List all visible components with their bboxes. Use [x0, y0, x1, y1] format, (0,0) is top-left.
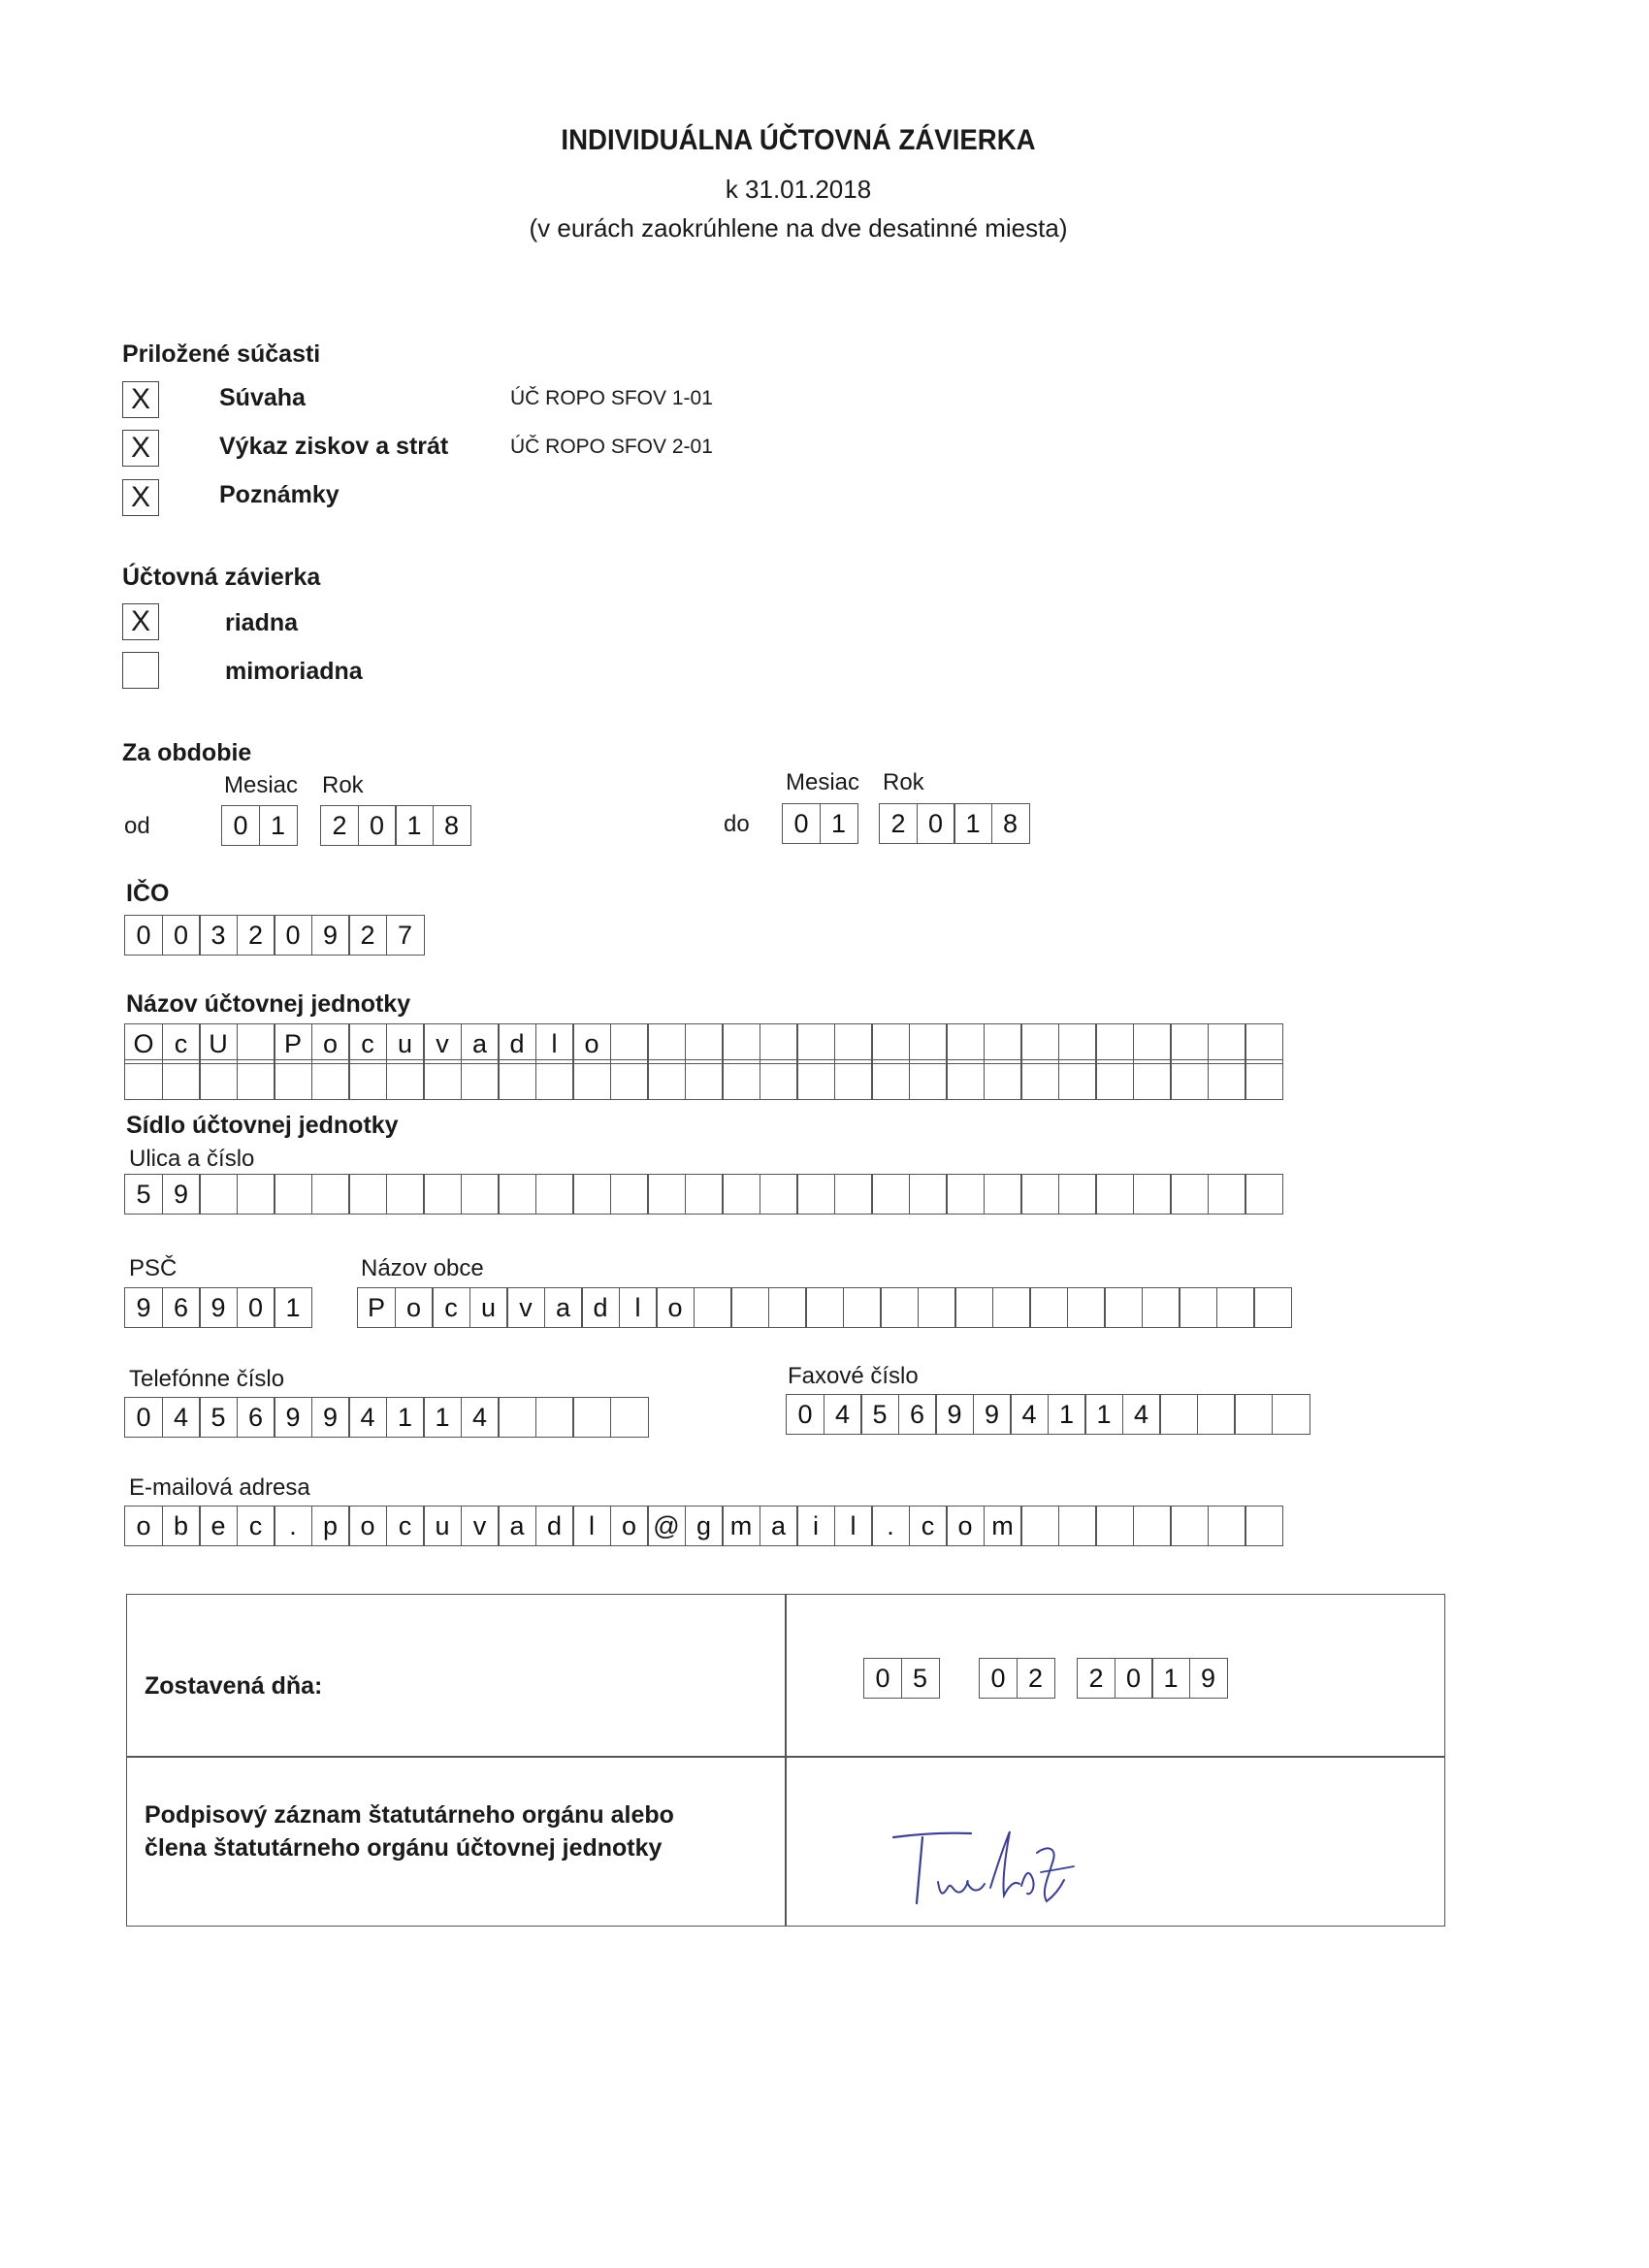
email-field-char: u	[423, 1506, 462, 1546]
entity-name-field-line1-char	[1095, 1023, 1134, 1064]
street-field-char	[274, 1174, 312, 1215]
table-divider-horizontal	[127, 1756, 1444, 1758]
ico-field-char: 0	[124, 915, 163, 956]
entity-name-field-line2-char	[572, 1059, 611, 1100]
entity-name-field-line2-char	[871, 1059, 910, 1100]
entity-name-field-line2-char	[1208, 1059, 1246, 1100]
phone-label: Telefónne číslo	[129, 1366, 285, 1392]
street-field-char	[1058, 1174, 1097, 1215]
period-from-year-field-char: 2	[320, 805, 359, 846]
ico-field-char: 0	[274, 915, 312, 956]
entity-name-label: Názov účtovnej jednotky	[126, 990, 411, 1018]
psc-field-char: 6	[162, 1287, 201, 1328]
psc-field[interactable]	[124, 1287, 312, 1328]
phone-field-char: 9	[311, 1397, 350, 1438]
entity-name-field-line1-char	[871, 1023, 910, 1064]
email-field-char: a	[760, 1506, 798, 1546]
fax-field-char: 1	[1084, 1394, 1123, 1435]
fax-field-char: 0	[786, 1394, 824, 1435]
psc-field-char: 9	[199, 1287, 238, 1328]
fax-field-char: 4	[1122, 1394, 1161, 1435]
city-field-char	[768, 1287, 807, 1328]
city-field-char: o	[656, 1287, 695, 1328]
attachment-label-income-statement: Výkaz ziskov a strát	[219, 433, 449, 460]
street-field-char	[1208, 1174, 1246, 1215]
entity-name-field-line2-char	[1095, 1059, 1134, 1100]
city-field-char: u	[469, 1287, 508, 1328]
entity-name-field-line1-char	[796, 1023, 835, 1064]
phone-field-char	[498, 1397, 536, 1438]
period-to-year-field-char: 0	[917, 803, 955, 844]
to-month-label: Mesiac	[786, 769, 860, 795]
city-field-char	[1216, 1287, 1255, 1328]
period-from-month-field-char: 0	[221, 805, 260, 846]
email-field-char: l	[572, 1506, 611, 1546]
entity-name-field-line1-char: U	[199, 1023, 238, 1064]
street-field-char	[1133, 1174, 1172, 1215]
ico-field-char: 9	[311, 915, 350, 956]
compiled-year-field-char: 0	[1115, 1658, 1153, 1699]
statement-type-checkbox-regular[interactable]: X	[122, 603, 159, 640]
street-field-char: 9	[162, 1174, 201, 1215]
entity-name-field-line2-char	[348, 1059, 387, 1100]
entity-name-field-line2-char	[461, 1059, 500, 1100]
entity-name-field-line1[interactable]	[124, 1023, 1283, 1064]
to-year-label: Rok	[883, 769, 924, 795]
city-field-char: l	[619, 1287, 658, 1328]
attachment-label-notes: Poznámky	[219, 481, 340, 508]
street-field-char	[984, 1174, 1022, 1215]
email-field-char	[1133, 1506, 1172, 1546]
phone-field[interactable]	[124, 1397, 649, 1438]
entity-name-field-line2-char	[1170, 1059, 1209, 1100]
fax-field-char: 9	[935, 1394, 974, 1435]
attachment-code-income-statement: ÚČ ROPO SFOV 2-01	[510, 436, 713, 458]
entity-name-field-line2-char	[796, 1059, 835, 1100]
email-field-char: m	[984, 1506, 1022, 1546]
period-to-year-field-char: 1	[954, 803, 992, 844]
statement-type-heading: Účtovná závierka	[122, 564, 321, 591]
city-label: Názov obce	[361, 1255, 484, 1281]
phone-field-char: 4	[162, 1397, 201, 1438]
fax-field-char: 4	[824, 1394, 862, 1435]
fax-field-char: 4	[1010, 1394, 1049, 1435]
fax-field-char: 1	[1048, 1394, 1086, 1435]
entity-name-field-line1-char: l	[535, 1023, 574, 1064]
signature-table	[126, 1594, 1445, 1927]
street-field-char	[722, 1174, 760, 1215]
compiled-day-field[interactable]	[863, 1658, 940, 1699]
entity-name-field-line2-char	[834, 1059, 873, 1100]
entity-name-field-line2-char	[1058, 1059, 1097, 1100]
email-field-char: o	[348, 1506, 387, 1546]
email-field-char: b	[162, 1506, 201, 1546]
email-field-char: v	[461, 1506, 500, 1546]
entity-name-field-line2-char	[498, 1059, 536, 1100]
ico-field-char: 7	[386, 915, 425, 956]
compiled-month-field-char: 2	[1017, 1658, 1055, 1699]
phone-field-char	[535, 1397, 574, 1438]
street-field-char	[796, 1174, 835, 1215]
fax-field-char	[1197, 1394, 1236, 1435]
entity-name-field-line1-char	[237, 1023, 275, 1064]
email-field-char: c	[909, 1506, 948, 1546]
email-field-char	[1170, 1506, 1209, 1546]
email-field[interactable]	[124, 1506, 1283, 1546]
entity-name-field-line1-char	[1020, 1023, 1059, 1064]
phone-field-char: 1	[423, 1397, 462, 1438]
phone-field-char	[610, 1397, 649, 1438]
entity-name-field-line2-char	[1133, 1059, 1172, 1100]
ico-field-char: 3	[199, 915, 238, 956]
phone-field-char: 4	[348, 1397, 387, 1438]
entity-name-field-line2-char	[311, 1059, 350, 1100]
street-field-char	[199, 1174, 238, 1215]
rounding-note: (v eurách zaokrúhlene na dve desatinné miesta)	[529, 213, 1068, 243]
city-field-char	[918, 1287, 956, 1328]
street-field-char	[237, 1174, 275, 1215]
phone-field-char: 0	[124, 1397, 163, 1438]
email-field-char: e	[199, 1506, 238, 1546]
street-field-char	[834, 1174, 873, 1215]
period-from-year-field-char: 0	[358, 805, 397, 846]
period-to-label: do	[724, 811, 750, 837]
period-to-month-field[interactable]	[782, 803, 858, 844]
ico-field[interactable]	[124, 915, 425, 956]
city-field-char	[1142, 1287, 1180, 1328]
entity-name-field-line1-char: u	[386, 1023, 425, 1064]
phone-field-char: 5	[199, 1397, 238, 1438]
city-field-char: P	[357, 1287, 396, 1328]
street-field-char	[1170, 1174, 1209, 1215]
ico-field-char: 2	[237, 915, 275, 956]
street-field-char	[946, 1174, 985, 1215]
handwritten-signature	[878, 1824, 1111, 1930]
statement-type-label-regular: riadna	[225, 609, 299, 636]
street-field-char	[685, 1174, 724, 1215]
fax-field-char: 6	[898, 1394, 937, 1435]
city-field-char	[880, 1287, 919, 1328]
period-from-month-field-char: 1	[259, 805, 298, 846]
street-field-char	[1245, 1174, 1283, 1215]
entity-name-field-line1-char: a	[461, 1023, 500, 1064]
fax-field-char	[1234, 1394, 1273, 1435]
document-title: INDIVIDUÁLNA ÚČTOVNÁ ZÁVIERKA	[561, 124, 1036, 156]
entity-name-field-line1-char	[984, 1023, 1022, 1064]
entity-name-field-line2-char	[685, 1059, 724, 1100]
fax-field-char: 5	[860, 1394, 899, 1435]
compiled-day-field-char: 0	[863, 1658, 902, 1699]
fax-label: Faxové číslo	[788, 1363, 919, 1389]
entity-name-field-line1-char	[946, 1023, 985, 1064]
entity-name-field-line1-char	[610, 1023, 649, 1064]
entity-name-field-line1-char	[685, 1023, 724, 1064]
street-field-char	[386, 1174, 425, 1215]
compiled-year-field-char: 9	[1189, 1658, 1228, 1699]
fax-field-char: 9	[973, 1394, 1012, 1435]
email-field-char	[1095, 1506, 1134, 1546]
email-field-char: i	[796, 1506, 835, 1546]
entity-name-field-line2-char	[984, 1059, 1022, 1100]
email-field-char: l	[834, 1506, 873, 1546]
period-from-month-field[interactable]	[221, 805, 298, 846]
psc-field-char: 1	[274, 1287, 312, 1328]
street-field-char	[423, 1174, 462, 1215]
compiled-year-field-char: 1	[1151, 1658, 1190, 1699]
statement-type-checkbox-extraordinary[interactable]	[122, 652, 159, 689]
email-field-char	[1020, 1506, 1059, 1546]
entity-name-field-line1-char: c	[348, 1023, 387, 1064]
phone-field-char: 4	[461, 1397, 500, 1438]
street-field-char	[1020, 1174, 1059, 1215]
email-field-char: @	[647, 1506, 686, 1546]
city-field-char	[805, 1287, 844, 1328]
period-to-month-field-char: 1	[820, 803, 858, 844]
city-field-char	[1179, 1287, 1217, 1328]
ico-label: IČO	[126, 880, 170, 907]
city-field-char: a	[544, 1287, 583, 1328]
entity-name-field-line1-char: O	[124, 1023, 163, 1064]
email-field-char: o	[610, 1506, 649, 1546]
city-field-char	[992, 1287, 1031, 1328]
email-field-char	[1245, 1506, 1283, 1546]
address-heading: Sídlo účtovnej jednotky	[126, 1112, 399, 1139]
entity-name-field-line2-char	[199, 1059, 238, 1100]
attachment-checkbox-balance-sheet[interactable]: X	[122, 381, 159, 418]
entity-name-field-line1-char: c	[162, 1023, 201, 1064]
psc-field-char: 9	[124, 1287, 163, 1328]
compiled-date-label: Zostavená dňa:	[145, 1672, 323, 1700]
email-field-char: m	[722, 1506, 760, 1546]
ico-field-char: 2	[348, 915, 387, 956]
fax-field[interactable]	[786, 1394, 1310, 1435]
statement-type-label-extraordinary: mimoriadna	[225, 658, 363, 685]
entity-name-field-line1-char	[834, 1023, 873, 1064]
entity-name-field-line1-char: o	[311, 1023, 350, 1064]
from-month-label: Mesiac	[224, 772, 299, 798]
compiled-month-field-char: 0	[979, 1658, 1018, 1699]
entity-name-field-line1-char	[1245, 1023, 1283, 1064]
entity-name-field-line1-char	[1058, 1023, 1097, 1064]
street-field-char	[871, 1174, 910, 1215]
email-field-char: a	[498, 1506, 536, 1546]
entity-name-field-line1-char	[1208, 1023, 1246, 1064]
entity-name-field-line1-char	[1133, 1023, 1172, 1064]
entity-name-field-line2-char	[610, 1059, 649, 1100]
city-field-char	[1104, 1287, 1143, 1328]
email-field-char: c	[237, 1506, 275, 1546]
phone-field-char: 9	[274, 1397, 312, 1438]
period-from-year-field[interactable]	[320, 805, 471, 846]
entity-name-field-line2-char	[237, 1059, 275, 1100]
statement-date: k 31.01.2018	[725, 175, 872, 204]
psc-label: PSČ	[129, 1255, 178, 1281]
city-field-char	[843, 1287, 882, 1328]
city-field-char: o	[395, 1287, 434, 1328]
email-field-char	[1208, 1506, 1246, 1546]
attachment-checkbox-notes[interactable]: X	[122, 479, 159, 516]
street-field-char	[535, 1174, 574, 1215]
street-field-char	[610, 1174, 649, 1215]
ico-field-char: 0	[162, 915, 201, 956]
attachment-code-balance-sheet: ÚČ ROPO SFOV 1-01	[510, 387, 713, 409]
street-field-char	[348, 1174, 387, 1215]
street-field[interactable]	[124, 1174, 1283, 1215]
entity-name-field-line1-char	[760, 1023, 798, 1064]
street-field-char	[1095, 1174, 1134, 1215]
city-field-char: c	[432, 1287, 470, 1328]
entity-name-field-line2-char	[946, 1059, 985, 1100]
fax-field-char	[1159, 1394, 1198, 1435]
entity-name-field-line2-char	[124, 1059, 163, 1100]
email-field-char: o	[946, 1506, 985, 1546]
entity-name-field-line2-char	[386, 1059, 425, 1100]
email-field-char: g	[685, 1506, 724, 1546]
period-to-year-field[interactable]	[879, 803, 1030, 844]
entity-name-field-line1-char: P	[274, 1023, 312, 1064]
compiled-year-field[interactable]	[1077, 1658, 1228, 1699]
street-label: Ulica a číslo	[129, 1146, 255, 1172]
email-field-char: .	[274, 1506, 312, 1546]
attachments-heading: Priložené súčasti	[122, 340, 321, 368]
period-to-year-field-char: 8	[991, 803, 1030, 844]
entity-name-field-line1-char	[722, 1023, 760, 1064]
period-heading: Za obdobie	[122, 739, 252, 766]
email-field-char: .	[871, 1506, 910, 1546]
city-field-char	[730, 1287, 769, 1328]
email-field-char	[1058, 1506, 1097, 1546]
period-from-year-field-char: 1	[395, 805, 434, 846]
city-field-char	[1067, 1287, 1106, 1328]
city-field[interactable]	[357, 1287, 1292, 1328]
street-field-char: 5	[124, 1174, 163, 1215]
period-from-year-field-char: 8	[433, 805, 471, 846]
entity-name-field-line2[interactable]	[124, 1059, 1283, 1100]
compiled-month-field[interactable]	[979, 1658, 1055, 1699]
psc-field-char: 0	[237, 1287, 275, 1328]
phone-field-char	[572, 1397, 611, 1438]
email-field-char: o	[124, 1506, 163, 1546]
street-field-char	[909, 1174, 948, 1215]
attachment-label-balance-sheet: Súvaha	[219, 384, 306, 411]
entity-name-field-line2-char	[535, 1059, 574, 1100]
entity-name-field-line2-char	[1020, 1059, 1059, 1100]
email-field-char: d	[535, 1506, 574, 1546]
entity-name-field-line1-char: v	[423, 1023, 462, 1064]
signature-label-line1: Podpisový záznam štatutárneho orgánu alebo	[145, 1801, 674, 1829]
entity-name-field-line1-char	[647, 1023, 686, 1064]
street-field-char	[760, 1174, 798, 1215]
street-field-char	[498, 1174, 536, 1215]
period-from-label: od	[124, 813, 150, 839]
email-label: E-mailová adresa	[129, 1474, 310, 1501]
period-to-month-field-char: 0	[782, 803, 821, 844]
compiled-year-field-char: 2	[1077, 1658, 1116, 1699]
city-field-char	[954, 1287, 993, 1328]
street-field-char	[572, 1174, 611, 1215]
city-field-char: d	[581, 1287, 620, 1328]
street-field-char	[461, 1174, 500, 1215]
signature-label-line2: člena štatutárneho orgánu účtovnej jednotky	[145, 1834, 663, 1862]
entity-name-field-line1-char	[909, 1023, 948, 1064]
entity-name-field-line2-char	[760, 1059, 798, 1100]
phone-field-char: 1	[386, 1397, 425, 1438]
phone-field-char: 6	[237, 1397, 275, 1438]
entity-name-field-line2-char	[1245, 1059, 1283, 1100]
entity-name-field-line2-char	[162, 1059, 201, 1100]
street-field-char	[311, 1174, 350, 1215]
entity-name-field-line1-char: d	[498, 1023, 536, 1064]
from-year-label: Rok	[322, 772, 364, 798]
table-divider-vertical	[785, 1595, 787, 1926]
period-to-year-field-char: 2	[879, 803, 918, 844]
street-field-char	[647, 1174, 686, 1215]
email-field-char: p	[311, 1506, 350, 1546]
entity-name-field-line2-char	[722, 1059, 760, 1100]
entity-name-field-line2-char	[647, 1059, 686, 1100]
entity-name-field-line2-char	[274, 1059, 312, 1100]
attachment-checkbox-income-statement[interactable]: X	[122, 430, 159, 467]
city-field-char	[1253, 1287, 1292, 1328]
city-field-char: v	[506, 1287, 545, 1328]
email-field-char: c	[386, 1506, 425, 1546]
compiled-day-field-char: 5	[901, 1658, 940, 1699]
entity-name-field-line1-char	[1170, 1023, 1209, 1064]
entity-name-field-line2-char	[423, 1059, 462, 1100]
fax-field-char	[1272, 1394, 1310, 1435]
entity-name-field-line2-char	[909, 1059, 948, 1100]
city-field-char	[1029, 1287, 1068, 1328]
city-field-char	[694, 1287, 732, 1328]
entity-name-field-line1-char: o	[572, 1023, 611, 1064]
